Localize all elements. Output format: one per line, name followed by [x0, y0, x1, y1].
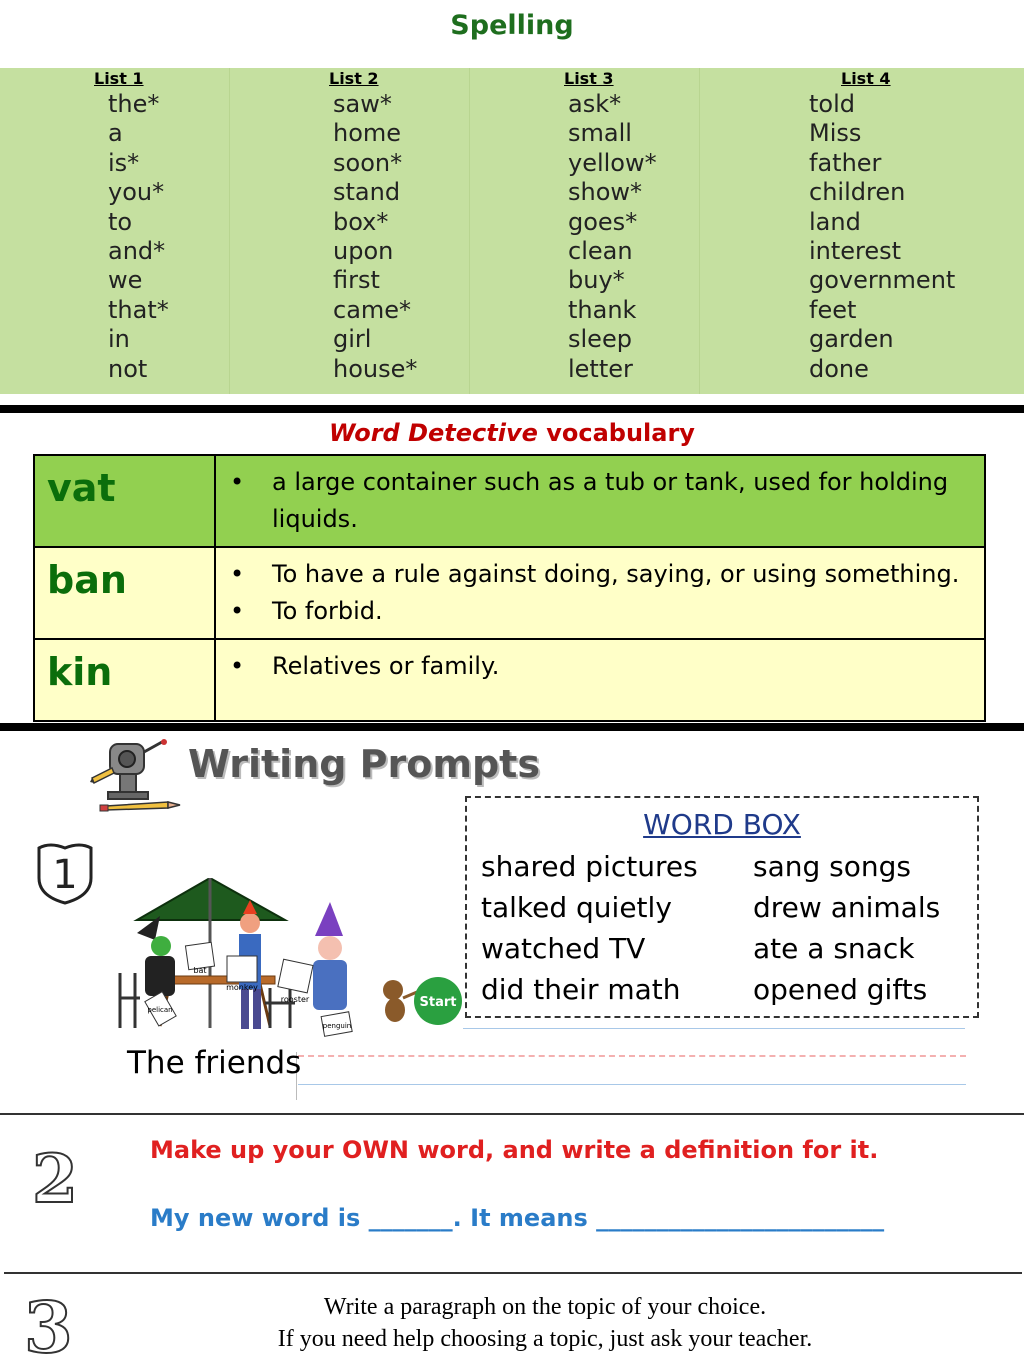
prompt3-instruction: Write a paragraph on the topic of your choice.	[323, 1294, 767, 1320]
list-item: clean	[568, 237, 633, 266]
list-item: children	[809, 178, 906, 207]
list-item: to	[108, 207, 133, 236]
page-title: Spelling	[450, 10, 574, 41]
word-box-item: drew animals	[753, 891, 941, 924]
list-item: home	[333, 119, 402, 148]
vocabulary-table	[33, 454, 986, 722]
word-box-item: ate a snack	[753, 932, 915, 965]
list-item: done	[809, 354, 869, 383]
spelling-list-2	[229, 68, 469, 394]
list-item: came*	[333, 295, 412, 324]
vocab-definitions	[215, 639, 985, 721]
list-item: letter	[568, 354, 633, 383]
table-row	[34, 639, 985, 721]
list-item: a	[108, 119, 123, 148]
list-item: land	[809, 207, 861, 236]
word-box-item: shared pictures	[481, 850, 698, 883]
vocab-word: kin	[34, 639, 215, 721]
word-detective-title	[0, 419, 1024, 447]
list-item: sleep	[568, 325, 632, 354]
list-item: buy*	[568, 266, 625, 295]
list-item: government	[809, 266, 956, 295]
picture-label: rooster	[280, 995, 310, 1004]
writing-prompts-title: Writing Prompts	[188, 742, 540, 786]
list-item: told	[809, 90, 855, 118]
pencil-sharpener-icon	[88, 738, 183, 813]
list-header: List 2	[329, 69, 379, 88]
spelling-list-4	[699, 68, 1024, 394]
friends-illustration	[115, 878, 465, 1038]
list-item: you*	[108, 178, 165, 207]
list-item: soon*	[333, 148, 403, 177]
spelling-list-3	[469, 68, 699, 394]
list-header: List 3	[564, 69, 614, 88]
list-item: that*	[108, 295, 169, 324]
picture-label: pelican	[147, 1006, 173, 1014]
list-header: List 4	[841, 69, 891, 88]
start-label: Start	[419, 995, 457, 1010]
definition: • To have a rule against doing, saying, or using something.	[228, 556, 974, 593]
vocab-word: vat	[34, 455, 215, 547]
list-item: ask*	[568, 90, 622, 118]
definition: • To forbid.	[228, 593, 974, 630]
list-item: goes*	[568, 207, 638, 236]
prompt2-instruction: Make up your OWN word, and write a definition for it.	[150, 1136, 879, 1164]
list-item: first	[333, 266, 380, 295]
writing-line	[298, 1084, 966, 1085]
picture-label: penguin	[322, 1022, 352, 1030]
prompt3-help: If you need help choosing a topic, just ask your teacher.	[277, 1326, 813, 1352]
writing-midline	[298, 1055, 966, 1057]
prompt2-fill-in: My new word is _______. It means ________________________	[150, 1204, 885, 1232]
list-item: garden	[809, 325, 894, 354]
number-3-icon: 3	[24, 1286, 73, 1365]
list-header: List 1	[94, 69, 144, 88]
word-box-item: watched TV	[481, 932, 646, 965]
picture-label: monkey	[226, 983, 258, 992]
word-box	[465, 796, 979, 1018]
list-item: feet	[809, 295, 857, 324]
list-item: stand	[333, 178, 401, 207]
list-item: father	[809, 148, 882, 177]
spelling-list-1	[0, 68, 229, 394]
section-divider	[0, 405, 1024, 413]
number-2-icon: 2	[32, 1140, 78, 1218]
svg-text:1: 1	[52, 852, 78, 898]
list-item: Miss	[809, 119, 862, 148]
list-item: yellow*	[568, 148, 657, 177]
list-item: and*	[108, 237, 166, 266]
list-item: in	[108, 325, 130, 354]
vocab-definitions	[215, 547, 985, 639]
word-box-item: opened gifts	[753, 973, 928, 1006]
list-item: house*	[333, 354, 418, 383]
list-item: thank	[568, 295, 637, 324]
prompt-divider	[4, 1272, 1022, 1274]
section-divider	[0, 723, 1024, 731]
vocab-word: ban	[34, 547, 215, 639]
list-item: we	[108, 266, 143, 295]
word-box-title: WORD BOX	[643, 808, 801, 841]
picture-label: bat	[193, 966, 207, 975]
list-item: not	[108, 354, 148, 383]
prompt-divider	[0, 1113, 1024, 1115]
number-1-shield-icon	[34, 840, 96, 905]
list-item: is*	[108, 148, 140, 177]
word-detective-title-rest: vocabulary	[537, 419, 695, 447]
spelling-lists	[0, 68, 1024, 394]
word-detective-title-italic: Word Detective	[329, 419, 538, 447]
list-item: upon	[333, 237, 394, 266]
table-row	[34, 455, 985, 547]
list-item: small	[568, 119, 632, 148]
vocab-definitions	[215, 455, 985, 547]
list-item: the*	[108, 90, 160, 118]
table-row	[34, 547, 985, 639]
writing-line	[463, 1028, 965, 1029]
list-item: interest	[809, 237, 902, 266]
list-item: box*	[333, 207, 389, 236]
word-box-item: did their math	[481, 973, 681, 1006]
sentence-starter: The friends	[127, 1045, 302, 1081]
list-item: girl	[333, 325, 372, 354]
list-item: saw*	[333, 90, 392, 118]
word-box-item: sang songs	[753, 850, 911, 883]
list-item: show*	[568, 178, 643, 207]
definition: • a large container such as a tub or tank, used for holding liquids.	[228, 464, 974, 538]
definition: • Relatives or family.	[228, 648, 974, 685]
word-box-item: talked quietly	[481, 891, 672, 924]
